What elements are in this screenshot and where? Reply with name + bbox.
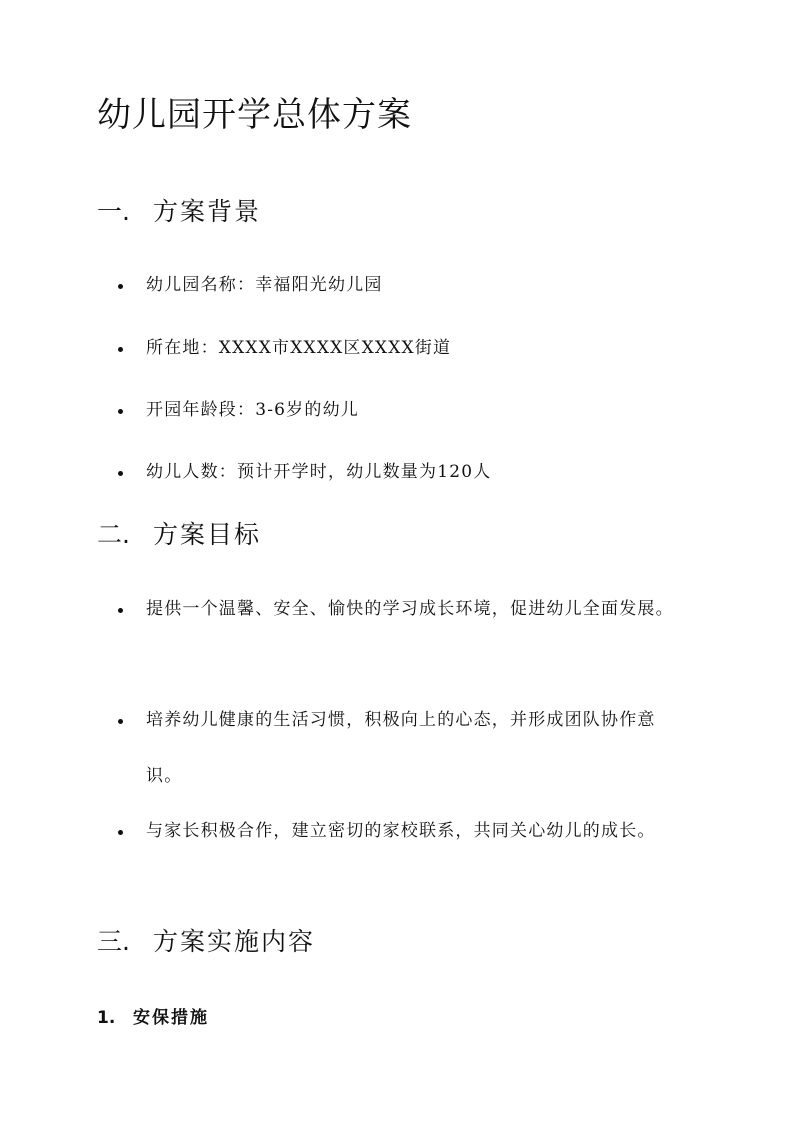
section-number: 一.: [97, 197, 130, 226]
list-item-text: 提供一个温馨、安全、愉快的学习成长环境，促进幼儿全面发展。: [146, 599, 674, 619]
bullet-icon: [118, 284, 123, 289]
subsection-heading-security: [97, 1004, 209, 1032]
section-heading-implementation: [97, 925, 315, 959]
section-title: 方案实施内容: [153, 927, 316, 956]
section-number: 二.: [97, 520, 130, 549]
list-item-text: 幼儿人数：预计开学时，幼儿数量为120人: [146, 462, 492, 482]
section-heading-background: [97, 195, 261, 229]
document-title: 幼儿园开学总体方案: [97, 95, 412, 135]
bullet-icon: [118, 347, 123, 352]
section-heading-goals: [97, 518, 261, 552]
list-item-text: 与家长积极合作，建立密切的家校联系，共同关心幼儿的成长。: [146, 821, 656, 841]
bullet-icon: [118, 608, 123, 613]
section-title: 方案目标: [153, 520, 262, 549]
list-item-text: 所在地：XXXX市XXXX区XXXX街道: [146, 338, 452, 358]
section-number: 三.: [97, 927, 130, 956]
bullet-icon: [118, 719, 123, 724]
subsection-number: 1.: [97, 1008, 116, 1028]
list-item-text: 开园年龄段：3-6岁的幼儿: [146, 400, 359, 420]
list-item-text: 幼儿园名称：幸福阳光幼儿园: [146, 275, 383, 295]
bullet-icon: [118, 409, 123, 414]
subsection-title: 安保措施: [133, 1008, 209, 1028]
section-title: 方案背景: [153, 197, 262, 226]
bullet-icon: [118, 830, 123, 835]
list-item-text: 培养幼儿健康的生活习惯，积极向上的心态，并形成团队协作意识。: [146, 710, 656, 786]
bullet-icon: [118, 471, 123, 476]
